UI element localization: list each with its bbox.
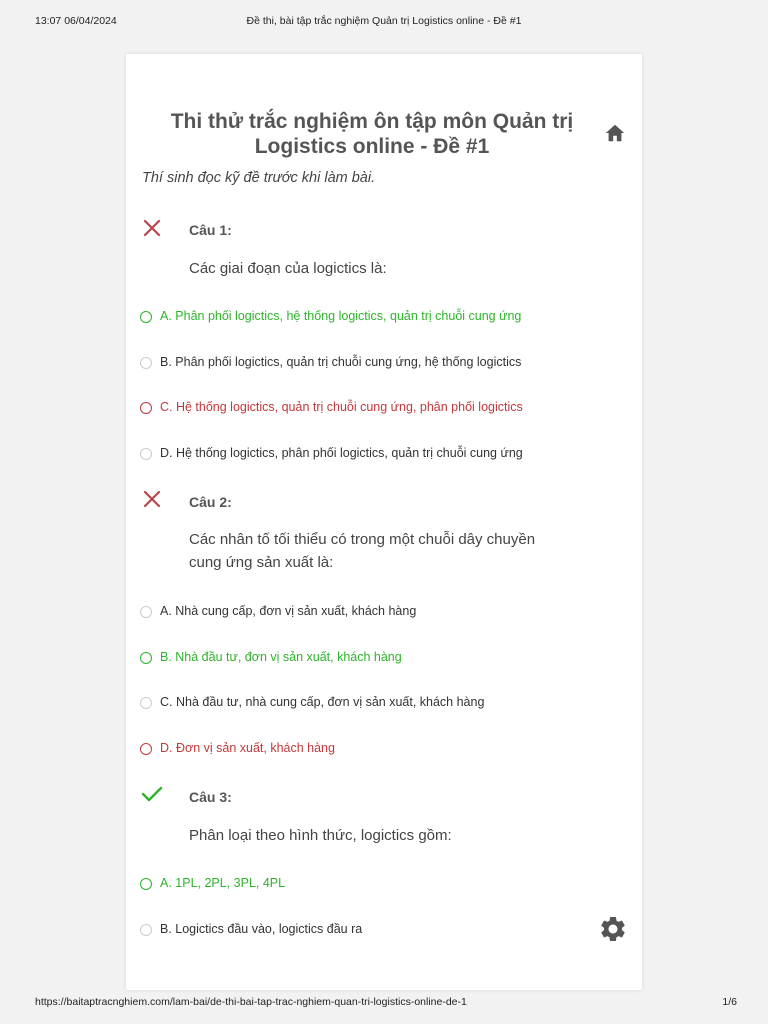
question-text: Các giai đoạn của logictics là: (189, 260, 387, 277)
page-title: Thi thử trắc nghiệm ôn tập môn Quản trị Logistics online - Đề #1 (170, 110, 574, 158)
answer-option[interactable] (140, 309, 521, 323)
answer-option-label: B. Phân phối logictics, quản trị chuỗi cung ứng, hệ thống logictics (160, 355, 522, 369)
question-text: Phân loại theo hình thức, logictics gồm: (189, 827, 452, 844)
page-count: 1/6 (722, 996, 737, 1008)
answer-option[interactable] (140, 922, 362, 936)
quiz-card (126, 54, 642, 990)
answer-option-label: A. 1PL, 2PL, 3PL, 4PL (160, 876, 286, 890)
wrong-mark-icon (141, 217, 163, 239)
check-mark-icon (141, 783, 163, 805)
radio-icon (140, 606, 152, 618)
answer-option-label: D. Hệ thống logictics, phân phối logictics, quản trị chuỗi cung ứng (160, 446, 523, 460)
radio-icon (140, 697, 152, 709)
print-datetime: 13:07 06/04/2024 (35, 15, 117, 27)
radio-icon (140, 402, 152, 414)
answer-option-label: C. Nhà đầu tư, nhà cung cấp, đơn vị sản xuất, khách hàng (160, 695, 485, 709)
radio-icon (140, 743, 152, 755)
question-label: Câu 3: (189, 789, 232, 805)
radio-icon (140, 448, 152, 460)
question-text: Các nhân tố tối thiểu có trong một chuỗi dây chuyền cung ứng sản xuất là: (189, 531, 536, 571)
radio-icon (140, 652, 152, 664)
radio-icon (140, 924, 152, 936)
answer-option-label: A. Phân phối logictics, hệ thống logictics, quản trị chuỗi cung ứng (160, 309, 522, 323)
home-icon[interactable] (604, 122, 626, 144)
gear-icon[interactable] (598, 914, 628, 944)
wrong-mark-icon (141, 488, 163, 510)
instruction-text: Thí sinh đọc kỹ đề trước khi làm bài. (142, 170, 376, 186)
answer-option[interactable] (140, 741, 335, 755)
answer-option[interactable] (140, 446, 523, 460)
answer-option[interactable] (140, 400, 523, 414)
answer-option-label: B. Logictics đầu vào, logictics đầu ra (160, 922, 363, 936)
print-url: https://baitaptracnghiem.com/lam-bai/de-thi-bai-tap-trac-nghiem-quan-tri-logistics-online-de-1 (35, 996, 467, 1008)
print-doc-title: Đề thi, bài tập trắc nghiệm Quản trị Logistics online - Đề #1 (246, 15, 522, 27)
answer-option[interactable] (140, 650, 402, 664)
answer-option[interactable] (140, 355, 521, 369)
answer-option[interactable] (140, 876, 285, 890)
radio-icon (140, 311, 152, 323)
radio-icon (140, 878, 152, 890)
answer-option-label: A. Nhà cung cấp, đơn vị sản xuất, khách hàng (160, 604, 417, 618)
question-label: Câu 1: (189, 222, 232, 238)
answer-option-label: B. Nhà đầu tư, đơn vị sản xuất, khách hàng (160, 650, 402, 664)
radio-icon (140, 357, 152, 369)
answer-option-label: D. Đơn vị sản xuất, khách hàng (160, 741, 335, 755)
question-label: Câu 2: (189, 494, 232, 510)
answer-option[interactable] (140, 604, 416, 618)
answer-option[interactable] (140, 695, 484, 709)
answer-option-label: C. Hệ thống logictics, quản trị chuỗi cung ứng, phân phối logictics (160, 400, 523, 414)
